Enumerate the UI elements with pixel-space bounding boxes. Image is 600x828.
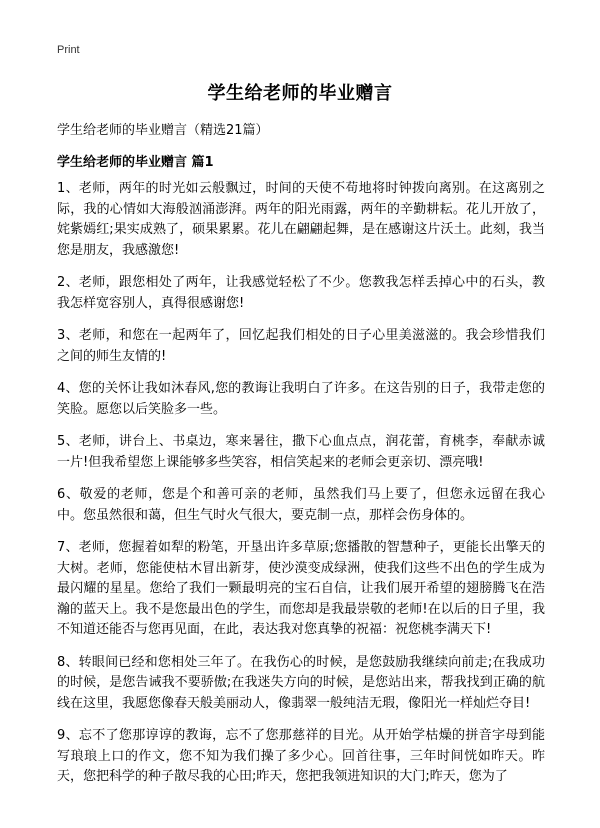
paragraph-7: 7、老师，您握着如犁的粉笔，开垦出许多草原;您播散的智慧种子，更能长出擎天的大树。老师，您能使枯木冒出新芽，使沙漠变成绿洲，使我们这些不出色的学生成为最闪耀的星星。您给了我们一颗最明亮的宝石自信，让我们展开希望的翅膀腾飞在浩瀚的蓝天上。我不是您最出色的学生，而您却是我最崇敬的老师!在以后的日子里，我不知道还能否与您再见面，在此，表达我对您真挚的祝福：祝您桃李满天下! bbox=[57, 540, 545, 637]
article-body bbox=[57, 179, 545, 800]
paragraph-4: 4、您的关怀让我如沐春风,您的教诲让我明白了许多。在这告别的日子，我带走您的笑脸。愿您以后笑脸多一些。 bbox=[57, 381, 545, 417]
paragraph-6: 6、敬爱的老师，您是个和善可亲的老师，虽然我们马上要了，但您永远留在我心中。您虽然很和蔼，但生气时火气很大，要克制一点，那样会伤身体的。 bbox=[57, 487, 545, 523]
paragraph-9: 9、忘不了您那谆谆的教诲，忘不了您那慈祥的目光。从开始学枯燥的拼音字母到能写琅琅上口的作文，您不知为我们操了多少心。回首往事，三年时间恍如昨天。昨天，您把科学的种子散尽我的心田;昨天，您把我领进知识的大门;昨天，您为了 bbox=[57, 728, 545, 784]
paragraph-2: 2、老师，跟您相处了两年，让我感觉轻松了不少。您教我怎样丢掉心中的石头，教我怎样宽容别人，真得很感谢您! bbox=[57, 275, 545, 311]
section-heading: 学生给老师的毕业赠言 篇1 bbox=[57, 155, 214, 170]
paragraph-8: 8、转眼间已经和您相处三年了。在我伤心的时候，是您鼓励我继续向前走;在我成功的时候，是您告诫我不要骄傲;在我迷失方向的时候，是您站出来，帮我找到正确的航线在这里，我愿您像春天般美丽动人，像翡翠一般纯洁无瑕，像阳光一样灿烂夺目! bbox=[57, 654, 545, 711]
print-label[interactable]: Print bbox=[57, 44, 80, 56]
paragraph-1: 1、老师，两年的时光如云般飘过，时间的天使不苟地将时钟拨向离别。在这离别之际，我的心情如大海般汹涌澎湃。两年的阳光雨露，两年的辛勤耕耘。花儿开放了，姹紫嫣红;果实成熟了，硕果累累。花儿在翩翩起舞，是在感谢这片沃土。此刻，我当您是朋友，我感激您! bbox=[57, 181, 545, 258]
paragraph-5: 5、老师，讲台上、书桌边，寒来暑往，撒下心血点点，润花蕾，育桃李，奉献赤诚一片!但我希望您上课能够多些笑容，相信笑起来的老师会更亲切、漂亮哦! bbox=[57, 434, 545, 470]
paragraph-3: 3、老师，和您在一起两年了，回忆起我们相处的日子心里美滋滋的。我会珍惜我们之间的师生友情的! bbox=[57, 328, 545, 364]
document-title: 学生给老师的毕业赠言 bbox=[207, 83, 393, 104]
document-subtitle: 学生给老师的毕业赠言（精选21篇） bbox=[57, 123, 269, 138]
